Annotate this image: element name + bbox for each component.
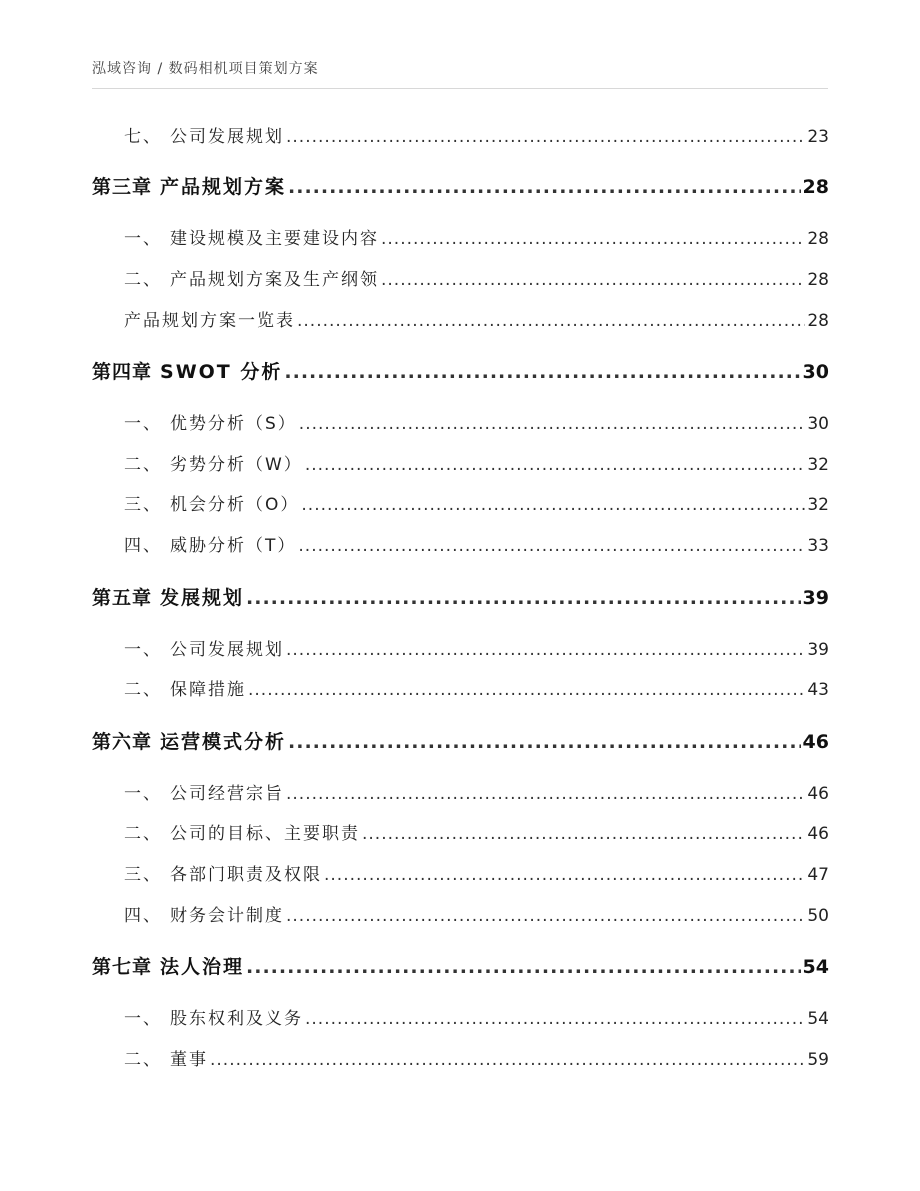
toc-entry-title: 公司发展规划 [170,127,284,147]
toc-entry-number: 二、 [124,270,162,290]
toc-dot-leader [381,270,805,290]
toc-entry-title: 产品规划方案及生产纲领 [170,270,379,290]
toc-entry-page: 23 [807,127,829,147]
toc-entry-number: 二、 [124,680,162,700]
toc-chapter-number: 第四章 [92,361,153,383]
toc-entry-number: 二、 [124,824,162,844]
toc-chapter-number: 第五章 [92,587,153,609]
toc-chapter-entry[interactable] [92,727,829,755]
toc-entry-page: 47 [807,865,829,885]
toc-entry-number: 四、 [124,906,162,926]
toc-dot-leader [246,587,801,609]
toc-dot-leader [381,229,805,249]
toc-entry-number: 二、 [124,455,162,475]
toc-dot-leader [210,1050,805,1070]
toc-entry-number: 二、 [124,1050,162,1070]
toc-chapter-entry[interactable] [92,583,829,611]
toc-entry-page: 28 [807,229,829,249]
toc-entry-page: 28 [807,311,829,331]
toc-entry[interactable] [92,224,829,252]
toc-entry-title: 优势分析（S） [170,414,297,434]
toc-entry-title: 财务会计制度 [170,906,284,926]
toc-entry[interactable] [92,819,829,847]
toc-entry-title: 产品规划方案一览表 [124,311,295,331]
toc-entry[interactable] [92,306,829,334]
toc-entry-page: 43 [807,680,829,700]
toc-entry-page: 46 [807,824,829,844]
toc-entry[interactable] [92,490,829,518]
toc-chapter-entry[interactable] [92,952,829,980]
toc-entry-page: 30 [807,414,829,434]
toc-dot-leader [305,455,806,475]
toc-dot-leader [362,824,805,844]
toc-entry-title: 各部门职责及权限 [170,865,322,885]
toc-entry-number: 三、 [124,495,162,515]
toc-entry-title: 威胁分析（T） [170,536,297,556]
toc-entry[interactable] [92,675,829,703]
toc-dot-leader [248,680,805,700]
toc-entry[interactable] [92,1004,829,1032]
toc-dot-leader [324,865,805,885]
toc-chapter-number: 第三章 [92,176,153,198]
toc-chapter-page: 30 [802,361,829,383]
toc-entry-title: 公司发展规划 [170,640,284,660]
toc-entry-number: 一、 [124,784,162,804]
toc-chapter-title: 运营模式分析 [160,731,287,753]
toc-dot-leader [288,176,801,198]
toc-entry-page: 59 [807,1050,829,1070]
toc-chapter-title: SWOT 分析 [160,361,283,383]
toc-entry-page: 32 [807,455,829,475]
header-rule [92,88,828,89]
toc-entry-title: 机会分析（O） [170,495,300,515]
toc-entry-number: 一、 [124,1009,162,1029]
toc-entry-page: 33 [807,536,829,556]
toc-entry[interactable] [92,860,829,888]
toc-entry-page: 50 [807,906,829,926]
toc-entry-number: 三、 [124,865,162,885]
toc-chapter-page: 39 [802,587,829,609]
toc-entry-page: 46 [807,784,829,804]
toc-chapter-page: 54 [802,956,829,978]
toc-chapter-page: 46 [802,731,829,753]
toc-chapter-title: 法人治理 [160,956,245,978]
toc-chapter-entry[interactable] [92,357,829,385]
toc-entry[interactable] [92,1045,829,1073]
toc-dot-leader [246,956,801,978]
toc-dot-leader [301,495,805,515]
toc-entry-page: 32 [807,495,829,515]
toc-entry[interactable] [92,779,829,807]
toc-dot-leader [299,414,806,434]
toc-entry[interactable] [92,409,829,437]
toc-chapter-page: 28 [802,176,829,198]
toc-entry[interactable] [92,450,829,478]
toc-dot-leader [286,784,805,804]
toc-entry[interactable] [92,531,829,559]
toc-entry-page: 28 [807,270,829,290]
toc-dot-leader [286,906,805,926]
toc-chapter-title: 发展规划 [160,587,245,609]
toc-entry-number: 一、 [124,640,162,660]
running-header: 泓域咨询 / 数码相机项目策划方案 [92,61,319,77]
toc-entry-title: 劣势分析（W） [170,455,303,475]
toc-dot-leader [284,361,800,383]
toc-chapter-number: 第六章 [92,731,153,753]
toc-entry-title: 公司经营宗旨 [170,784,284,804]
toc-entry-number: 一、 [124,229,162,249]
toc-entry-page: 39 [807,640,829,660]
toc-entry-number: 七、 [124,127,162,147]
toc-entry[interactable] [92,265,829,293]
toc-chapter-title: 产品规划方案 [160,176,287,198]
toc-dot-leader [286,127,805,147]
toc-entry[interactable] [92,635,829,663]
toc-entry-title: 公司的目标、主要职责 [170,824,360,844]
toc-entry-title: 保障措施 [170,680,246,700]
toc-dot-leader [297,311,805,331]
toc-dot-leader [288,731,801,753]
toc-entry-number: 一、 [124,414,162,434]
toc-entry-page: 54 [807,1009,829,1029]
toc-dot-leader [298,536,805,556]
toc-chapter-number: 第七章 [92,956,153,978]
toc-entry-number: 四、 [124,536,162,556]
toc-entry-title: 建设规模及主要建设内容 [170,229,379,249]
toc-dot-leader [286,640,805,660]
toc-entry-title: 董事 [170,1050,208,1070]
toc-entry[interactable] [92,122,829,150]
toc-dot-leader [305,1009,805,1029]
toc-entry-title: 股东权利及义务 [170,1009,303,1029]
toc-entry[interactable] [92,901,829,929]
toc-chapter-entry[interactable] [92,172,829,200]
